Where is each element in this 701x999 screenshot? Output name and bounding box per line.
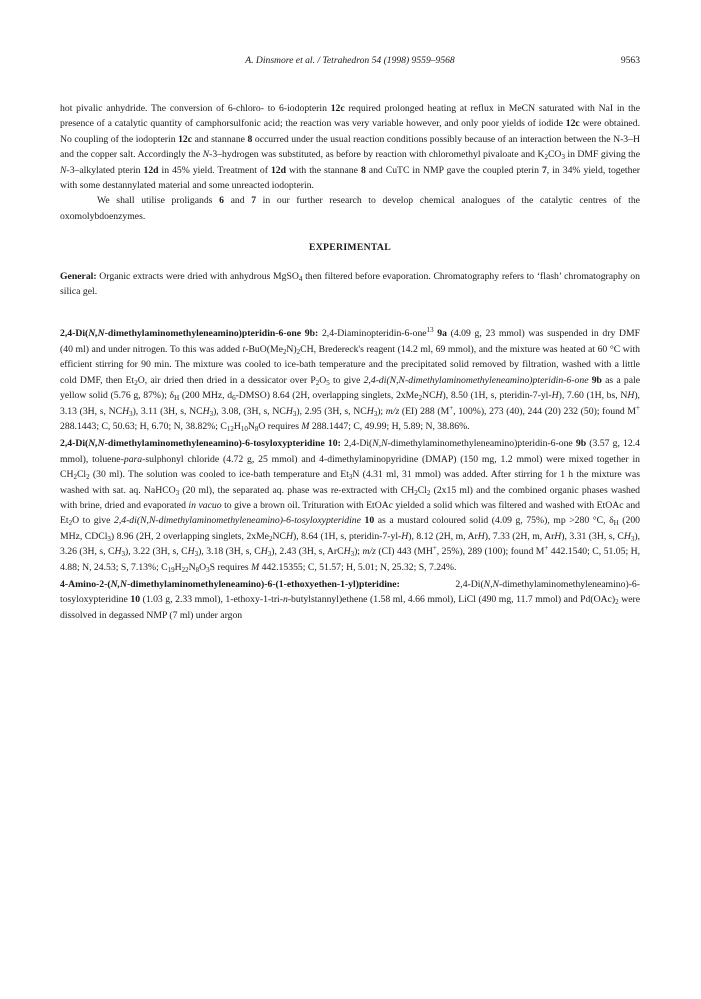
paragraph-future-research: We shall utilise proligands 6 and 7 in our further research to develop chemical analogues of the catalytic centres of the oxomolybdoenzymes. [60, 195, 640, 222]
general-label: General: [60, 270, 97, 282]
running-title: A. Dinsmore et al. / Tetrahedron 54 (1998) 9559–9568 [245, 55, 455, 66]
entry-heading-10: 2,4-Di(N,N-dimethylaminomethyleneamino)-6-tosyloxypteridine 10: [60, 438, 341, 450]
paragraph-general: General: Organic extracts were dried with anhydrous MgSO$_4$ then filtered before evaporation. Chromatography refers to ‘flash’ chromatography on silica gel. [60, 270, 640, 298]
paragraph-pterin-coupling: hot pivalic anhydride. The conversion of 6-chloro- to 6-iodopterin 12c required prolonged heating at reflux in MeCN saturated with NaI in the presence of a catalytic quantity of camphorsulfonic acid; the reaction was very variable however, and only poor yields of iodide 12c were obtained. No coupling of the iodopterin 12c and stannane 8 occurred under the usual reaction conditions possibly because of an interaction between the N-3–H and the copper salt. Accordingly the N-3–hydrogen was substituted, as before by reaction with chloromethyl pivaloate and $K_2CO_3$ in DMF giving the N-3–alkylated pterin 12d in 45% yield. Treatment of 12d with the stannane 8 and CuTC in NMP gave the coupled pterin 7, in 34% yield, together with some destannylated material and some unreacted iodopterin. [60, 103, 640, 192]
running-header [60, 55, 640, 67]
experimental-entry-10: 2,4-Di(N,N-dimethylaminomethyleneamino)-6-tosyloxypteridine 10: 2,4-Di(N,N-dimethylaminomethyleneamino)pteridin-6-one 9b (3.57 g, 12.4 mmol), toluene-para-sulphonyl chloride (4.72 g, 25 mmol) and 4-dimethylaminopyridine (DMAP) (150 mg, 1.2 mmol) were mixed together in $CH_2Cl_2$ (30 ml). The solution was cooled to ice-bath temperature and $Et_3N$ (4.31 ml, 31 mmol) was added. After stirring for 1 h the mixture was washed with sat. aq. NaHCO$_3$ (20 ml), the separated aq. phase was re-extracted with $CH_2Cl_2$ (2x15 ml) and the combined organic phases washed with brine, dried and evaporated in vacuo to give a brown oil. Trituration with EtOAc yielded a solid which was filtered and washed with EtOAc and $Et_2O$ to give 2,4-di(N,N-dimethylaminomethyleneamino)-6-tosyloxypteridine 10 as a mustard coloured solid (4.09 g, 75%), mp >280 °C, $\delta_H$ (200 MHz, CDCl$_3$) 8.96 (2H, 2 overlapping singlets, 2xMe$_2$NCH), 8.64 (1H, s, pteridin-7-yl-H), 8.12 (2H, m, ArH), 7.33 (2H, m, ArH), 3.31 (3H, s, $CH_3$), 3.26 (3H, s, $CH_3$), 3.22 (3H, s, $CH_3$), 3.18 (3H, s, $CH_3$), 2.43 (3H, s, ArCH$_3$); m/z (CI) 443 (MH+, 25%), 289 (100); found M+ 442.1540; C, 51.05; H, 4.88; N, 24.53; S, 7.13%; $C_{19}H_{22}N_8O_3S$ requires M 442.15355; C, 51.57; H, 5.01; N, 25.32; S, 7.24%. [60, 438, 641, 574]
article-body [60, 101, 640, 623]
page-number: 9563 [620, 55, 640, 66]
entry-heading-ethoxyethenyl: 4-Amino-2-(N,N-dimethylaminomethyleneamino)-6-(1-ethoxyethen-1-yl)pteridine: [60, 578, 400, 590]
entry-heading-9b: 2,4-Di(N,N-dimethylaminomethyleneamino)pteridin-6-one 9b: [60, 328, 319, 340]
experimental-entry-9b: 2,4-Di(N,N-dimethylaminomethyleneamino)pteridin-6-one 9b: 2,4-Diaminopteridin-6-one$^{13}$ 9a (4.09 g, 23 mmol) was suspended in dry DMF (40 ml) and under nitrogen. To this was added $t-BuO(Me_2N)_2CH$, Bredereck's reagent (14.2 ml, 69 mmol), and the mixture was heated at 60 °C with efficient stirring for 90 min. The mixture was cooled to ice-bath temperature and the precipitated solid removed by filtration, washed with a little cold DMF, then $Et_2O$, air dried then dried in a dessicator over $P_2O_5$ to give 2,4-di(N,N-dimethylaminomethyleneamino)pteridin-6-one 9b as a pale yellow solid (5.76 g, 87%); $\delta_H$ (200 MHz, $d_6-DMSO$) 8.64 (2H, overlapping singlets, 2xMe$_2$NCH), 8.50 (1H, s, pteridin-7-yl-H), 7.60 (1H, bs, NH), 3.13 (3H, s, $NCH_3$), 3.11 (3H, s, $NCH_3$), 3.08, (3H, s, $NCH_3$), 2.95 (3H, s, $NCH_3$); m/z (EI) 288 (M+, 100%), 273 (40), 244 (20) 232 (50); found M+ 288.1443; C, 50.63; H, 6.70; N, 38.82%; $C_{12}H_{10}N_8O$ requires M 288.1447; C, 49.99; H, 5.89; N, 38.86%. [60, 326, 641, 433]
experimental-entry-ethoxyethenyl: 4-Amino-2-(N,N-dimethylaminomethyleneamino)-6-(1-ethoxyethen-1-yl)pteridine: 2,4-Di(N,N-dimethylaminomethyleneamino)-6-tosyloxypteridine 10 (1.03 g, 2.33 mmol), 1-ethoxy-1-tri-n-butylstannyl)ethene (1.58 ml, 4.66 mmol), LiCl (490 mg, 11.7 mmol) and $Pd(OAc)_2$ were dissolved in degassed NMP (7 ml) under argon [60, 578, 641, 621]
section-heading-experimental: EXPERIMENTAL [308, 242, 391, 254]
